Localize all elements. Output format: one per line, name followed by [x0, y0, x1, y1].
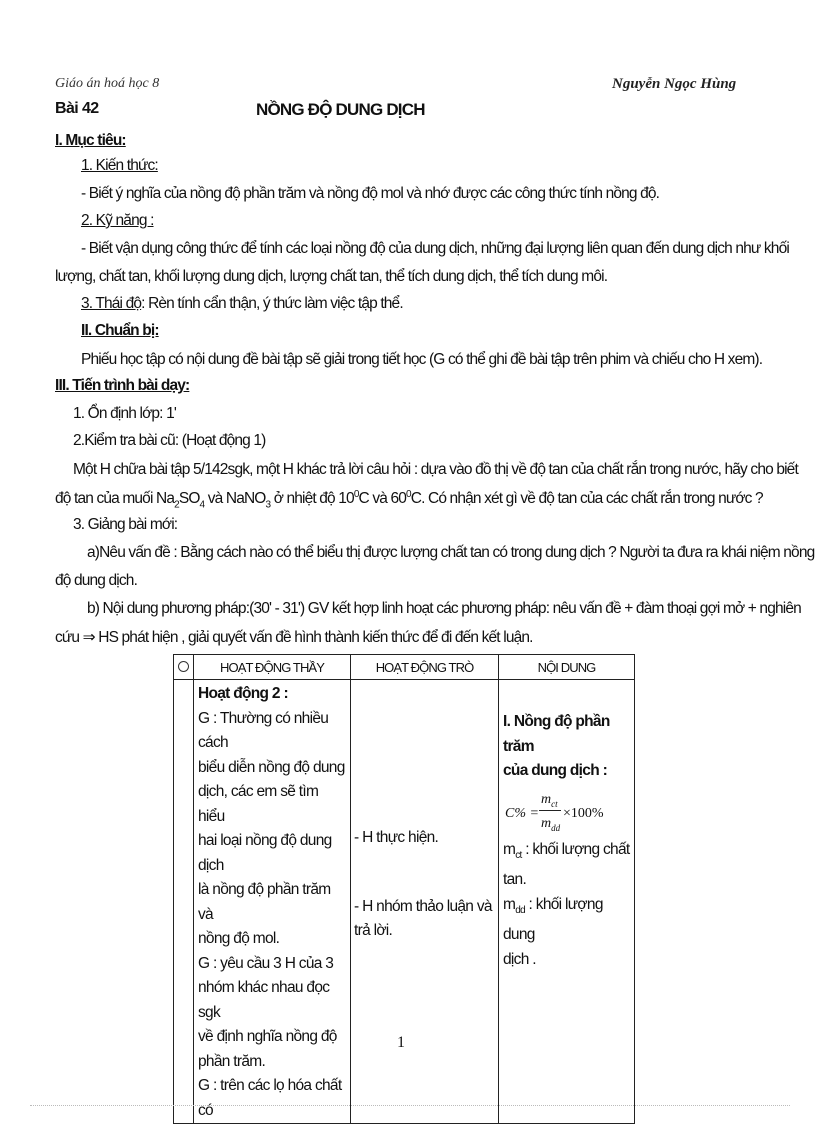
objective-knowledge-text: - Biết ý nghĩa của nồng độ phần trăm và nồng độ mol và nhớ được các công thức tính nồng độ.: [81, 185, 660, 202]
teacher-line: về định nghĩa nồng độ: [198, 1028, 337, 1045]
objective-skill-text-2: lượng, chất tan, khối lượng dung dịch, lượng chất tan, thể tích dung dịch, thể tích dung môi.: [55, 268, 608, 285]
objective-skill-label: 2. Kỹ năng :: [81, 212, 154, 229]
teacher-activity-cell: [194, 680, 351, 1124]
mdd-definition-cont: dịch .: [503, 950, 536, 968]
content-heading: của dung dịch :: [503, 762, 608, 779]
student-line: trả lời.: [354, 922, 393, 939]
homework-check-text-2: độ tan của muối $Na_2SO_4$ và NaNO$_3$ ở nhiệt độ $10^0C$ và $60^0C$. Có nhận xét gì về độ tan của các chất rắn trong nước ?: [55, 489, 763, 511]
mct-definition-cont: tan.: [503, 871, 527, 889]
preparation-text: Phiếu học tập có nội dung đề bài tập sẽ giải trong tiết học (G có thể ghi đề bài tập trên phim và chiếu cho H xem).: [81, 351, 763, 368]
objective-skill-text-1: - Biết vận dụng công thức để tính các loại nồng độ của dung dịch, những đại lượng liên quan đến dung dịch như khối: [81, 240, 789, 257]
teacher-line: nồng độ mol.: [198, 930, 280, 947]
lesson-number: Bài 42: [55, 100, 99, 117]
new-lesson-method-1: b) Nội dung phương pháp:(30' - 31') GV kết hợp linh hoạt các phương pháp: nêu vấn đề + đàm thoại gợi mở + nghiên: [87, 600, 801, 617]
lesson-title: NỒNG ĐỘ DUNG DỊCH: [256, 100, 425, 119]
objective-knowledge-label: 1. Kiến thức:: [81, 157, 158, 174]
mct-definition: $m_{ct}$ : khối lượng chất: [503, 840, 630, 861]
table-row: [174, 680, 635, 1124]
student-line: - H nhóm thảo luận và: [354, 897, 492, 915]
teacher-line: nhóm khác nhau đọc sgk: [198, 979, 330, 1021]
teacher-line: dịch, các em sẽ tìm hiểu: [198, 783, 319, 825]
teacher-line: là nồng độ phần trăm và: [198, 881, 331, 923]
new-lesson-problem-2: độ dung dịch.: [55, 572, 138, 589]
new-lesson-problem-1: a)Nêu vấn đề : Bằng cách nào có thể biểu thị được lượng chất tan có trong dung dịch ? Người ta đưa ra khái niệm nồng: [87, 544, 815, 561]
clock-icon: [178, 661, 189, 672]
header-author: Nguyễn Ngọc Hùng: [612, 76, 737, 92]
percent-concentration-formula: C% = $m_{ct}$ $m_{dd}$ ×100%: [505, 791, 604, 833]
teacher-line: G : yêu cầu 3 H của 3: [198, 954, 334, 972]
content-cell: [499, 680, 635, 1124]
teacher-line: hai loại nồng độ dung dịch: [198, 832, 332, 874]
new-lesson-method-2: cứu ⇒ HS phát hiện , giải quyết vấn đề hình thành kiến thức để đi đến kết luận.: [55, 629, 533, 646]
student-column-header: HOẠT ĐỘNG TRÒ: [351, 655, 499, 680]
header-subject: Giáo án hoá học 8: [55, 76, 160, 91]
step-homework-check: 2.Kiểm tra bài cũ: (Hoạt động 1): [73, 432, 266, 449]
student-activity-cell: [351, 680, 499, 1124]
teacher-line: G : Thường có nhiều cách: [198, 709, 329, 751]
page-number: 1: [397, 1034, 405, 1051]
section-3-heading: III. Tiến trình bài dạy:: [55, 377, 190, 394]
teacher-line: biểu diễn nồng độ dung: [198, 758, 345, 776]
mdd-definition: $m_{dd}$ : khối lượng dung: [503, 895, 603, 944]
activity-2-heading: Hoạt động 2 :: [198, 685, 288, 702]
teacher-line: phần trăm.: [198, 1052, 266, 1070]
step-new-lesson: 3. Giảng bài mới:: [73, 516, 178, 533]
student-line: - H thực hiện.: [354, 829, 439, 846]
objective-attitude: 3. Thái độ: Rèn tính cẩn thận, ý thức làm việc tập thể.: [81, 295, 403, 312]
section-2-heading: II. Chuẩn bị:: [81, 322, 159, 339]
footer-divider: [30, 1105, 790, 1106]
step-class-organization: 1. Ổn định lớp: 1': [73, 405, 176, 422]
lesson-plan-table: [173, 654, 635, 1124]
table-header-row: [174, 655, 635, 680]
section-1-heading: I. Mục tiêu:: [55, 132, 126, 149]
time-column-header: [174, 655, 194, 680]
teacher-column-header: HOẠT ĐỘNG THẦY: [194, 655, 351, 680]
homework-check-text-1: Một H chữa bài tập 5/142sgk, một H khác trả lời câu hỏi : dựa vào đồ thị về độ tan của chất rắn trong nước, hãy cho biết: [73, 461, 798, 478]
content-column-header: NỘI DUNG: [499, 655, 635, 680]
teacher-line: G : trên các lọ hóa chất có: [198, 1077, 342, 1119]
content-heading: I. Nồng độ phần trăm: [503, 713, 610, 755]
